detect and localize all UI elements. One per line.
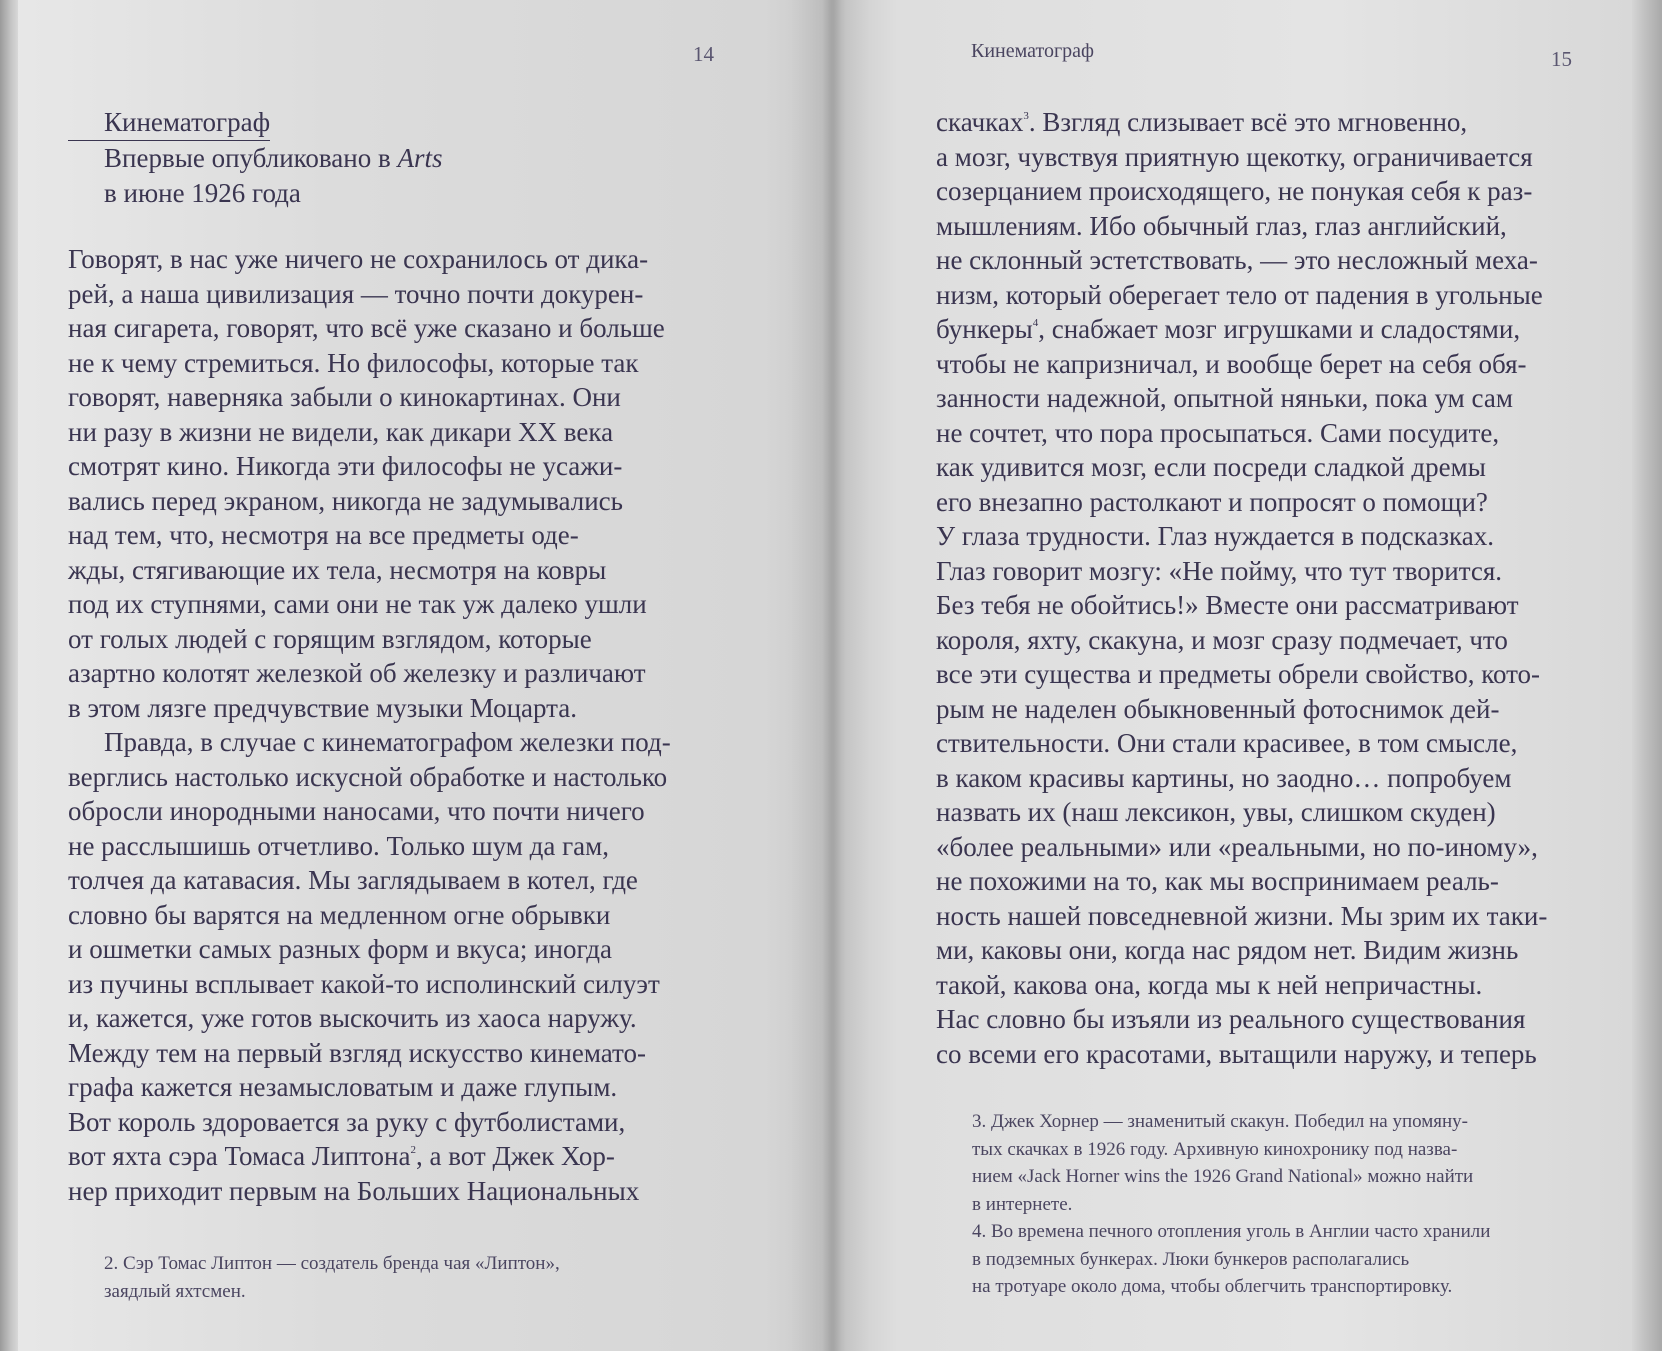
text-line: нер приходит первым на Больших Национальных xyxy=(68,1175,640,1206)
text-line: верглись настолько искусной обработке и настолько xyxy=(68,761,668,792)
text-line: скачках$^3$. Взгляд слизывает всё это мгновенно, xyxy=(936,107,1468,137)
text-line: а мозг, чувствуя приятную щекотку, ограничивается xyxy=(936,141,1533,172)
text-line: не склонный эстетствовать, — это несложный меха- xyxy=(936,245,1538,275)
footnote-line: на тротуаре около дома, чтобы облегчить транспортировку. xyxy=(972,1276,1453,1297)
text-line: не расслышишь отчетливо. Только шум да гам, xyxy=(68,830,609,861)
text-line: созерцанием происходящего, не понукая себя к раз- xyxy=(936,176,1533,206)
text-line: ная сигарета, говорят, что всё уже сказано и больше xyxy=(68,313,665,343)
footnote-line: заядлый яхтсмен. xyxy=(104,1280,246,1302)
text-line: не похожими на то, как мы воспринимаем реаль- xyxy=(936,866,1499,896)
footnote-line: нием «Jack Horner wins the 1926 Grand National» можно найти xyxy=(972,1166,1474,1187)
text-line: говорят, наверняка забыли о кинокартинах. Они xyxy=(68,382,621,412)
text-line: в этом лязге предчувствие музыки Моцарта. xyxy=(68,692,578,723)
right-page-edge xyxy=(1632,0,1662,1351)
right-page-number: 15 xyxy=(1551,47,1572,71)
text-line: со всеми его красотами, вытащили наружу, и теперь xyxy=(936,1038,1537,1069)
text-line: от голых людей с горящим взглядом, которые xyxy=(68,623,592,654)
text-line: все эти существа и предметы обрели свойство, кото- xyxy=(936,659,1541,689)
footnote-line: в подземных бункерах. Люки бункеров располагались xyxy=(972,1248,1410,1270)
text-line: чтобы не капризничал, и вообще берет на себя обя- xyxy=(936,348,1527,379)
text-line: словно бы варятся на медленном огне обрывки xyxy=(68,899,611,930)
text-line: такой, какова она, когда мы к ней непричастны. xyxy=(936,969,1483,1000)
left-page-number: 14 xyxy=(693,42,714,66)
text-line: обросли инородными наносами, что почти ничего xyxy=(68,796,645,826)
text-line: Без тебя не обойтись!» Вместе они рассматривают xyxy=(936,590,1519,620)
text-line: под их ступнями, сами они не так уж далеко ушли xyxy=(68,589,647,619)
footnote-line: в интернете. xyxy=(972,1193,1073,1215)
footnote-line: тых скачках в 1926 году. Архивную кинохронику под назва- xyxy=(972,1138,1458,1160)
book-gutter xyxy=(790,0,870,1351)
footnote-ref: 2 xyxy=(410,1144,416,1156)
text-line: и ошметки самых разных форм и вкуса; иногда xyxy=(68,934,612,964)
text-line: Нас словно бы изъяли из реального существования xyxy=(936,1004,1526,1034)
chapter-heading xyxy=(68,105,442,211)
text-line: ми, каковы они, когда нас рядом нет. Видим жизнь xyxy=(936,935,1519,965)
text-line: бункеры$^4$, снабжает мозг игрушками и сладостями, xyxy=(936,314,1521,344)
text-line: жды, стягивающие их тела, несмотря на ковры xyxy=(68,554,607,585)
footnote-line: 3. Джек Хорнер — знаменитый скакун. Победил на упомяну- xyxy=(972,1111,1469,1132)
running-head: Кинематограф xyxy=(971,40,1095,62)
chapter-title: Кинематограф xyxy=(68,105,270,141)
text-line: низм, который оберегает тело от падения в угольные xyxy=(936,279,1543,310)
text-line: как удивится мозг, если посреди сладкой дремы xyxy=(936,452,1486,482)
footnote-ref: 3 xyxy=(1023,110,1029,122)
text-line: из пучины всплывает какой-то исполинский силуэт xyxy=(68,968,660,999)
right-page-footnotes xyxy=(972,1108,1490,1301)
text-line: ность нашей повседневной жизни. Мы зрим их таки- xyxy=(936,900,1548,931)
text-line: вались перед экраном, никогда не задумывались xyxy=(68,485,623,516)
left-page-footnotes xyxy=(104,1250,560,1305)
left-page-edge xyxy=(0,0,18,1351)
text-line: в каком красивы картины, но заодно… попробуем xyxy=(936,762,1512,793)
text-line: назвать их (наш лексикон, увы, слишком скуден) xyxy=(936,797,1496,827)
right-page-body xyxy=(936,105,1547,1071)
text-line: не сочтет, что пора просыпаться. Сами посудите, xyxy=(936,417,1500,448)
text-line: ни разу в жизни не видели, как дикари XX века xyxy=(68,416,614,447)
text-line: Между тем на первый взгляд искусство кинемато- xyxy=(68,1037,646,1068)
text-line: занности надежной, опытной няньки, пока ум сам xyxy=(936,383,1513,413)
publication-note: Впервые опубликовано в Arts xyxy=(104,143,443,173)
text-line: смотрят кино. Никогда эти философы не усажи- xyxy=(68,451,623,481)
text-line: вот яхта сэра Томаса Липтона$^2$, а вот Джек Хор- xyxy=(68,1141,615,1171)
text-line: «более реальными» или «реальными, но по-иному», xyxy=(936,831,1538,862)
text-line: У глаза трудности. Глаз нуждается в подсказках. xyxy=(936,521,1494,551)
footnote-line: 2. Сэр Томас Липтон — создатель бренда чая «Липтон», xyxy=(104,1253,560,1274)
text-line: Говорят, в нас уже ничего не сохранилось от дика- xyxy=(68,244,649,274)
text-line: азартно колотят железкой об железку и различают xyxy=(68,658,646,688)
text-line: мышлениям. Ибо обычный глаз, глаз английский, xyxy=(936,210,1507,241)
publication-date: в июне 1926 года xyxy=(104,178,301,208)
text-line: графа кажется незамысловатым и даже глупым. xyxy=(68,1072,618,1102)
text-line: его внезапно растолкают и попросят о помощи? xyxy=(936,486,1488,517)
text-line: короля, яхту, скакуна, и мозг сразу подмечает, что xyxy=(936,624,1508,655)
text-line: не к чему стремиться. Но философы, которые так xyxy=(68,347,639,378)
footnote-line: 4. Во времена печного отопления уголь в Англии часто хранили xyxy=(972,1221,1491,1242)
text-line: толчея да катавасия. Мы заглядываем в котел, где xyxy=(68,865,638,895)
footnote-ref: 4 xyxy=(1032,317,1039,329)
publication-venue: Arts xyxy=(397,143,443,173)
text-line: рей, а наша цивилизация — точно почти докурен- xyxy=(68,278,644,309)
text-line: Правда, в случае с кинематографом железки под- xyxy=(104,727,671,757)
text-line: ствительности. Они стали красивее, в том смысле, xyxy=(936,728,1518,758)
text-line: над тем, что, несмотря на все предметы оде- xyxy=(68,520,579,550)
left-page-body xyxy=(68,242,671,1208)
text-line: и, кажется, уже готов выскочить из хаоса наружу. xyxy=(68,1003,637,1033)
text-line: Глаз говорит мозгу: «Не пойму, что тут творится. xyxy=(936,555,1503,586)
text-line: Вот король здоровается за руку с футболистами, xyxy=(68,1106,626,1137)
text-line: рым не наделен обыкновенный фотоснимок дей- xyxy=(936,693,1500,724)
